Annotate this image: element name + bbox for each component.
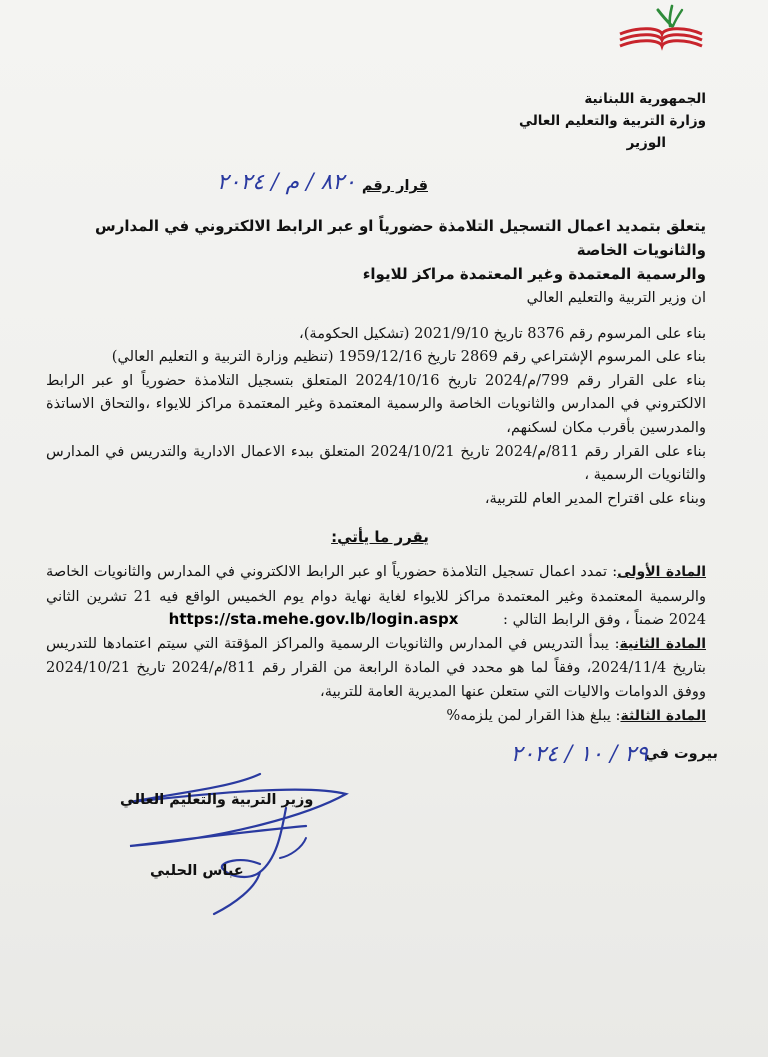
preamble-intro: ان وزير التربية والتعليم العالي bbox=[526, 289, 706, 306]
article-3-label: المادة الثالثة bbox=[620, 707, 706, 724]
registration-link[interactable]: https://sta.mehe.gov.lb/login.aspx bbox=[168, 610, 459, 629]
letterhead bbox=[446, 88, 706, 154]
article-1 bbox=[46, 560, 706, 632]
place-date-line bbox=[418, 742, 718, 786]
subject-line-2: والرسمية المعتمدة وغير المعتمدة مراكز للايواء bbox=[362, 265, 706, 283]
articles bbox=[46, 560, 706, 728]
article-2-label: المادة الثانية bbox=[619, 635, 707, 652]
recital-2: بناء على المرسوم الإشتراعي رقم 2869 تاريخ 1959/12/16 (تنظيم وزارة التربية و التعليم العالي) bbox=[111, 348, 706, 366]
republic-name: الجمهورية اللبنانية bbox=[584, 91, 706, 107]
ministry-logo-icon bbox=[612, 4, 708, 54]
ministry-name: وزارة التربية والتعليم العالي bbox=[519, 113, 706, 129]
recital-3: بناء على القرار رقم 799/م/2024 تاريخ 2024/10/16 المتعلق بتسجيل التلامذة حضورياً او عبر الرابط الالكتروني في المدارس والثانويات الخاصة والرسمية المعتمدة وغير المعتمدة مراكز للايواء ،والتحاق الاساتذة والمدرسين بأقرب مكان لسكنهم، bbox=[46, 371, 706, 436]
recital-4: بناء على القرار رقم 811/م/2024 تاريخ 2024/10/21 المتعلق ببدء الاعمال الادارية والتدريس في المدارس والثانويات الرسمية ، bbox=[46, 442, 707, 484]
article-2-text: : يبدأ التدريس في المدارس والثانويات الرسمية والمراكز المؤقتة التي سيتم اعتمادها للتدريس بتاريخ 2024/11/4، وفقاً لما هو محدد في المادة الرابعة من القرار رقم 811/م/2024 تاريخ 2024/10/21 ووفق الدوامات والاليات التي ستعلن عنها المديرية العامة للتربية، bbox=[46, 634, 706, 700]
decision-number-handwritten: ٨٢٠ / م / ٢٠٢٤ bbox=[216, 170, 356, 195]
decision-number-line bbox=[168, 170, 428, 210]
article-3 bbox=[46, 704, 706, 729]
preamble bbox=[46, 286, 706, 510]
decision-label: قرار رقم bbox=[361, 178, 428, 194]
recital-5: وبناء على اقتراح المدير العام للتربية، bbox=[484, 489, 706, 507]
minister-name: عباس الحلبي bbox=[150, 863, 244, 879]
signature-icon bbox=[110, 768, 360, 918]
date-handwritten: ٢٩ / ١٠ / ٢٠٢٤ bbox=[510, 742, 648, 767]
article-3-text: : يبلغ هذا القرار لمن يلزمه% bbox=[446, 706, 621, 724]
article-1-text: : تمدد اعمال تسجيل التلامذة حضورياً او عبر الرابط الالكتروني في المدارس والثانويات الخاصة والرسمية المعتمدة وغير المعتمدة مراكز للايواء لغاية نهاية دوام يوم الخميس الواقع فيه 21 تشرين الثاني 2024 ضمناً ، وفق الرابط التالي : bbox=[46, 563, 706, 629]
recital-1: بناء على المرسوم رقم 8376 تاريخ 2021/9/10 (تشكيل الحكومة)، bbox=[298, 324, 706, 342]
place-label: بيروت في bbox=[644, 746, 718, 762]
minister-title: وزير التربية والتعليم العالي bbox=[120, 792, 314, 808]
article-2 bbox=[46, 632, 706, 704]
decides-heading: يقرر ما يأتي: bbox=[331, 528, 429, 546]
minister-office: الوزير bbox=[626, 135, 666, 151]
article-1-label: المادة الأولى bbox=[617, 564, 707, 580]
decision-subject bbox=[46, 214, 706, 286]
subject-line-1: يتعلق بتمديد اعمال التسجيل التلامذة حضورياً او عبر الرابط الالكتروني في المدارس والثانويات الخاصة bbox=[95, 217, 706, 259]
